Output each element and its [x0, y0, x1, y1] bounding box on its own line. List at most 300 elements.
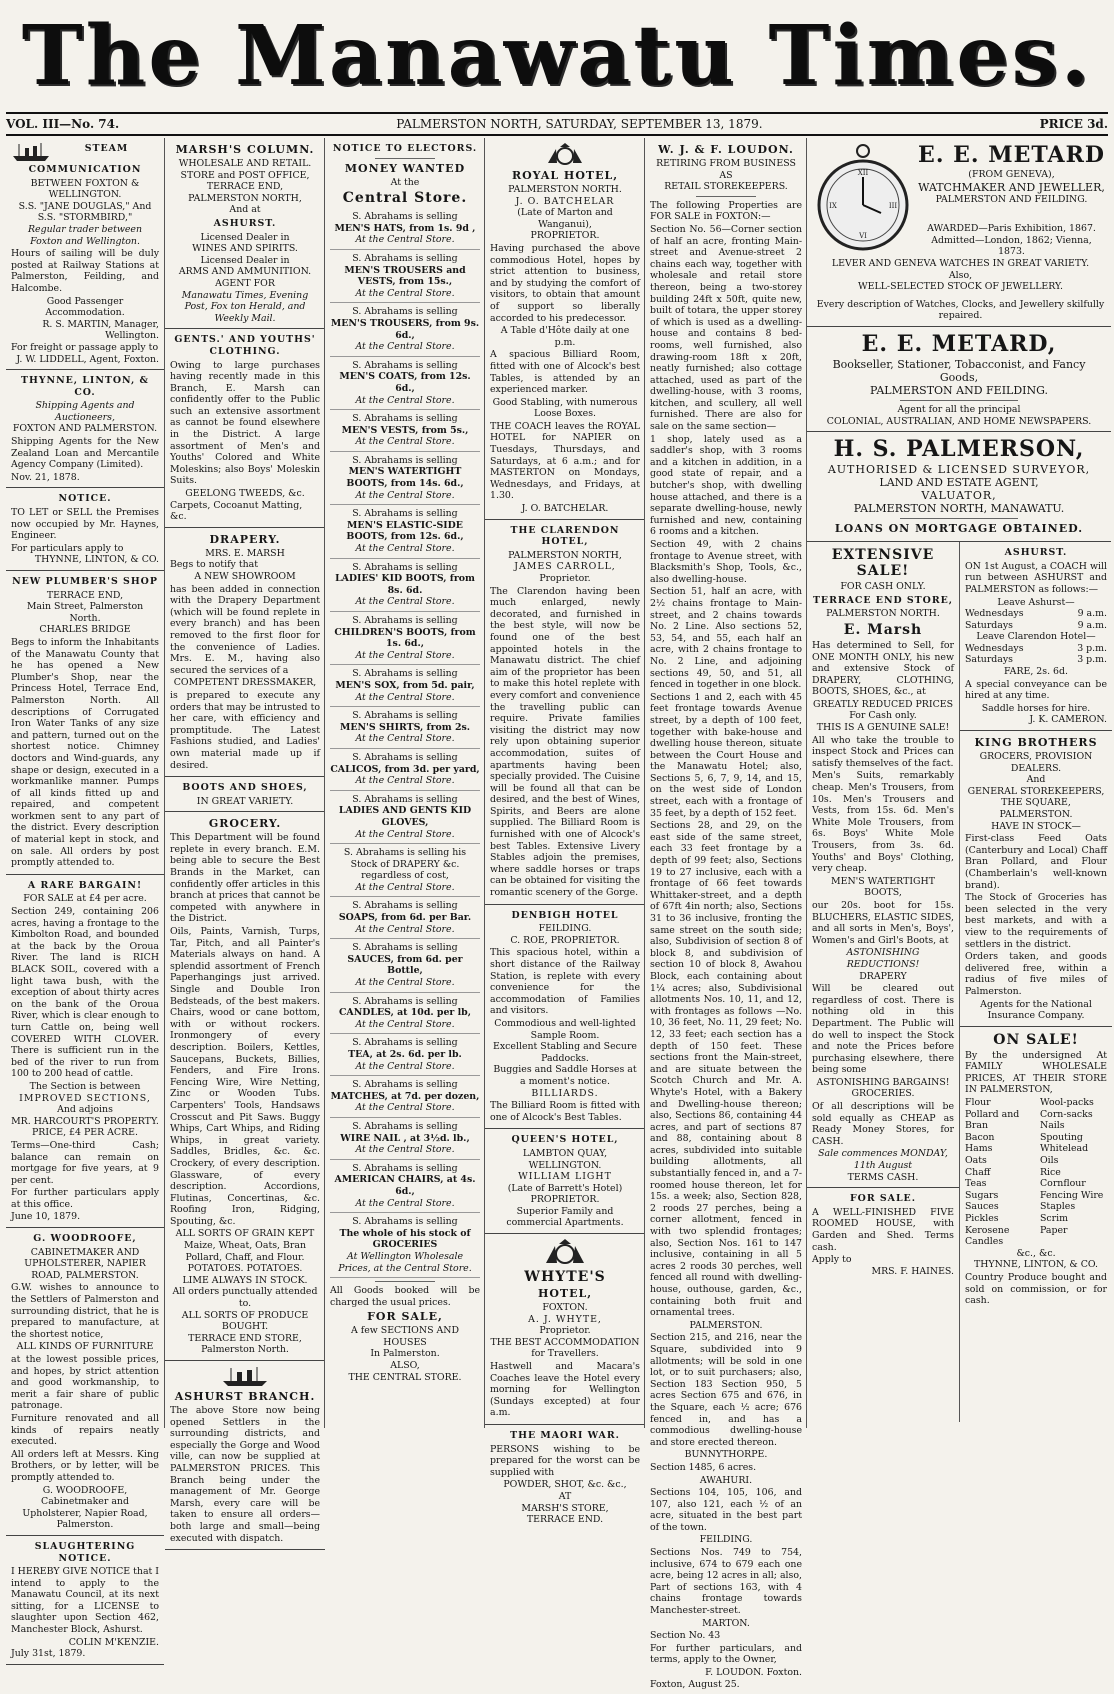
item-text: S. Abrahams is selling [352, 615, 458, 626]
ad-text: POTATOES. POTATOES. [187, 1263, 303, 1275]
ad-text: THIS IS A GENUINE SALE! [816, 722, 950, 734]
goods-item: Spouting [1040, 1131, 1083, 1143]
ad-clarendon-hotel [485, 520, 645, 905]
ad-text: Maize, Wheat, Oats, Bran Pollard, Chaff, and Flour. [184, 1240, 306, 1263]
ad-rare-bargain [6, 875, 164, 1228]
ad-heading: H. S. PALMERSON, [833, 436, 1085, 463]
item-text: At the Central Store. [355, 691, 455, 703]
item-text: S. Abrahams is selling [352, 306, 458, 318]
ad-text: Oils, Paints, Varnish, Turps, Tar, Pitch, and all Painter's Materials always on hand. A splendid assortment of French Paperhangings just arrived. Single and Double Iron Bedsteads, of the best makers. Chairs, wood or cane bottom, with or without rockers. Ironmongery of every description. Boilers, Kettles, Saucepans, Buckets, Billies, Fenders, and Fire Irons. Fencing Wire, Wire Netting, Zinc or Wooden Tubs. Carpenters' Tools, Handsaws Crosscut and Pit Saws. Buggy Whips, Cart Whips, and Riding Whips, in great variety. Saddles, Bridles, &c. &c. Crockery, of every description. Glassware, of every description. Accordions, Flutinas, Concertinas, &c. Roofing Iron, Ridging, Spouting, &c. [170, 926, 320, 1227]
ad-subheading: FOXTON. [542, 1302, 588, 1314]
abrahams-item [330, 897, 480, 939]
ad-text: A few SECTIONS AND HOUSES [351, 1325, 459, 1348]
ad-text: GREATLY REDUCED PRICES [812, 698, 954, 710]
goods-item: Kerosene [965, 1224, 1010, 1236]
ad-signature: THYNNE, LINTON, & CO. [34, 554, 159, 566]
ad-text: Sections 1 and 2, each with 45 feet frontage towards Avenue street, by a depth of 100 feet, together with bake-house and dwelling house thereon, situate between the Court House and the Manawatu Hotel; also, Sections 5, 6, 7, 9, 14, and 15, on the west side of London street, each with a frontage of 35 feet, by a depth of 152 feet. [650, 691, 802, 819]
ad-heading: A RARE BARGAIN! [27, 879, 143, 891]
ad-text: Section 215, and 216, near the Square, subdivided into 9 allotments; will be sold in one lot, or to suit purchasers; also, Section 183 Section 950, 5 acres Section 675 and 676, in the Square, each ½ acre; 676 fenced in, and has a commodious dwelling-house and store erected thereon. [650, 1332, 802, 1448]
ad-text: MEN'S WATERTIGHT BOOTS, [831, 875, 935, 899]
ad-text: COMPETENT DRESSMAKER, [173, 677, 317, 689]
timetable-time: 9 a.m. [1077, 608, 1107, 620]
ad-heading: ROYAL HOTEL, [511, 169, 619, 182]
goods-item: Oats [965, 1155, 987, 1167]
goods-item: Cornflour [1040, 1178, 1086, 1190]
ad-text: WHOLESALE AND RETAIL. [178, 158, 312, 169]
goods-item: Pollard and Bran [965, 1108, 1020, 1132]
ad-text: Superior Family and commercial Apartments. [506, 1205, 624, 1229]
item-text: S. Abrahams is selling [352, 1216, 458, 1228]
ad-text: Good Passenger Accommodation. [45, 295, 125, 319]
ad-subheading: BETWEEN FOXTON & WELLINGTON. [30, 177, 140, 201]
ad-text: THE COACH leaves the ROYAL HOTEL for NAPIER on Tuesdays, Thursdays, and Saturdays, at 6 a.m.; and for MASTERTON on Mondays, Wednesdays, and Fridays, at 1.30. [490, 420, 640, 502]
goods-item: Sauces [965, 1201, 999, 1213]
item-text: At the Central Store. [355, 1102, 455, 1114]
split-right [959, 542, 1112, 1422]
ad-heading: BOOTS AND SHOES, [182, 782, 308, 794]
ad-text: A Table d'Hôte daily at one p.m. [500, 325, 630, 348]
ad-heading: GROCERY. [208, 817, 282, 831]
ad-text: &c., &c. [1016, 1247, 1056, 1259]
ad-text: The above Store now being opened Settlers in the surrounding districts, and especially the Gorge and Wood ville, can now be supplied at PALMERSTON PRICES. This Branch being under the management of Mr. George Marsh, every care will be taken to ensure all orders—both large and small—being executed with dispatch. [170, 1405, 320, 1544]
abrahams-item [330, 505, 480, 558]
timetable-row [965, 654, 1107, 666]
item-product: CALICOS, from 3d. per yard, [330, 763, 480, 775]
ad-date: June 10, 1879. [11, 1211, 81, 1223]
ad-text: Licensed Dealer in [200, 231, 290, 243]
ad-text: Country Produce bought and sold on commission, or for cash. [965, 1271, 1107, 1307]
goods-item: Pickles [965, 1213, 999, 1224]
ad-heading: DENBIGH HOTEL [511, 909, 619, 921]
royal-crest-icon [540, 143, 590, 167]
timetable-day: Wednesdays [965, 608, 1024, 620]
issue-date: PALMERSTON NORTH, SATURDAY, SEPTEMBER 13, 1879. [396, 117, 763, 131]
ad-text: Terms—One-third Cash; balance can remain on mortgage for five years, at 9 per cent. [11, 1139, 159, 1186]
abrahams-item [330, 612, 480, 665]
ad-text: Hastwell and Macara's Coaches leave the Hotel every morning for Wellington (Sundays excepted) at four a.m. [490, 1361, 640, 1419]
ad-text: PALMERSTON NORTH. [826, 608, 940, 620]
ad-text: A WELL-FINISHED FIVE ROOMED HOUSE, with Garden and Shed. Terms cash. [812, 1206, 954, 1253]
ad-text: And at [229, 204, 261, 216]
goods-item: Nails [1040, 1120, 1065, 1132]
ad-text: For Cash only. [849, 710, 917, 722]
abrahams-item [330, 250, 480, 303]
ad-text: Owing to large purchases having recently made in this Branch, E. Marsh can confidently offer to the Public such an extensive assortment as cannot be found elsewhere in the District. A large assortment of Men's and Youths' Colored and White Moleskins; also Boys' Moleskin Suits. [170, 359, 320, 487]
ad-text: G.W. wishes to announce to the Settlers of Palmerston and surrounding district, that he is prepared to manufacture, at the shortest notice, [11, 1282, 159, 1340]
item-text: S. Abrahams is selling [352, 413, 458, 425]
ad-subheading: GROCERS, PROVISION DEALERS. [979, 751, 1093, 774]
ad-text: Section 49, with 2 chains frontage to Avenue street, with Blacksmith's Shop, Tools, &c., also dwelling-house. [650, 539, 802, 585]
ad-text: Carpets, Cocoanut Matting, &c. [170, 499, 303, 523]
ad-text: Furniture renovated and all kinds of repairs neatly executed. [11, 1412, 159, 1448]
ad-text: TERRACE END, [206, 181, 284, 193]
ad-text: At the [390, 176, 420, 188]
item-product: LADIES' KID BOOTS, from 8s. 6d. [335, 573, 475, 596]
ad-text: Section No. 43 [650, 1630, 721, 1642]
ad-heading: NEW PLUMBER'S SHOP [12, 576, 158, 587]
item-text: At the Central Store. [355, 341, 455, 353]
ad-marsh-column [165, 138, 325, 329]
ad-subheading: GROCERIES. [851, 1088, 915, 1100]
ad-signature: COLIN M'KENZIE. [68, 1636, 159, 1648]
ad-text: HAVE IN STOCK— [991, 820, 1081, 832]
ad-text: Sections 28, and 29, on the east side of the same street, each 33 feet frontage by a depth of 99 feet; also, Sections 19 to 27 inclusive, each with a frontage of 66 feet towards Whittaker-street, and a depth of 67ft 4in north; also, Sections 31 to 36 inclusive, fronting the same street on the south side; also, Subdivision of section 8 of block 8, and subdivision of section 10 of block 8, Awahou Block, each containing about 1¼ acres; also, Subdivisional allotments Nos. 10, 11, and 12, with frontages as follows —No. 10, 36 feet, No. 11, 29 feet; No. 12, 33 feet; each section has a depth of 150 feet. These sections front the Main-street, and are situate between the Scotch Church and Mr. A. Whyte's Hotel, with a Bakery and Dwelling-house thereon; also, Sections 86, containing 44 acres, and part of sections 87 and 88, containing about 8 acres, subdivided into suitable building allotments, all substantially fenced in, and a 7-roomed house thereon, let for 15s. a week; also, Section 828, 2 roods 27 perches, being a corner allotment, fenced in with two splendid frontages; also, Section Nos. 161 to 147 inclusive, containing in all 5 acres 2 roods 30 perches, well fenced all round with dwelling-house, outhouse, garden, &c., containing both fruit and ornamental trees. [650, 820, 802, 1319]
ad-text: Section 51, half an acre, with 2½ chains frontage to Main-street, and 2 chains towards No. 2 Line. Also sections 52, 53, 54, and 55, each half an acre, with 2 chains frontage to No. 2 Line, and adjoining sections 49, 50, and 51, all fenced in together in one block. [650, 586, 802, 691]
ad-text: Begs to inform the Inhabitants of the Manawatu County that he has opened a New Plumber's Shop, near the Princess Hotel, Terrace End, Palmerston North. All descriptions of Corrugated Iron Water Tanks of any size and pattern, turned out on the shortest notice. Chimney doctors and Wind-guards, any shape or design, executed in a workmanlike manner. Pumps of all kinds fitted up and repaired, and competent workmen sent to any part of the district. Every description of material kept in stock, and on sale. All orders by post promptly attended to. [11, 636, 159, 869]
ad-text: The Clarendon having been much enlarged, newly decorated, and furnished in the best style, will now be found one of the best appointed hotels in the Manawatu district. The chief aim of the proprietor has been to make this hotel replete with every comfort and convenience the travelling public can require. Private families visiting the district may now rely upon obtaining superior accommodation, suites of apartments having been specially provided. The Cuisine will be found all that can be desired, and the best of Wines, Spirits, and Beers are alone supplied. The Billiard Room is furnished with one of Alcock's best Tables. Extensive Livery Stables adjoin the premises, where saddle horses or traps can be obtained for visiting the romantic scenery of the Gorge. [490, 585, 640, 899]
ad-royal-hotel [485, 138, 645, 520]
ad-text: Sections Nos. 749 to 754, inclusive, 674 to 679 each one acre, being 12 acres in all; also, Part of sections 163, with 4 chains frontage towards Manchester-street. [650, 1547, 802, 1617]
item-text: S. Abrahams is selling [352, 211, 458, 223]
ad-text: ASHURST. [213, 217, 277, 229]
item-product: MEN'S SHIRTS, from 2s. [339, 721, 471, 733]
item-text: S. Abrahams is selling [352, 1120, 458, 1132]
ad-heading: FOR SALE. [850, 1193, 916, 1205]
ad-text: (FROM GENEVA), [968, 169, 1055, 180]
item-text: At the Central Store. [355, 1144, 455, 1156]
item-product: MEN'S WATERTIGHT BOOTS, from 14s. 6d., [346, 466, 464, 490]
ad-heading: THE CLARENDON HOTEL, [510, 524, 620, 548]
ad-text: ON 1st August, a COACH will run between ASHURST and PALMERSTON as follows:— [965, 560, 1107, 595]
ad-name: E. Marsh [843, 621, 923, 638]
ad-text: AS [719, 169, 733, 181]
ad-signature: J. K. CAMERON. [1029, 714, 1107, 726]
ad-text: ALL SORTS OF PRODUCE BOUGHT. [181, 1309, 309, 1333]
item-text: S. Abrahams is selling [352, 710, 458, 722]
timetable-day: Wednesdays [965, 642, 1024, 654]
ad-text: Section No. 56—Corner section of half an acre, fronting Main-street and Avenue-street 2 chains each way, together with wholesale and retail store thereon, being a two-storey building 24ft x 50ft, quite new, built of totara, the upper storey of which is used as a dwelling-house and contains 8 bed-rooms, well furnished, also drawing-room 18ft x 20ft, neatly furnished; also cottage attached, used as part of the dwelling-house, with 3 rooms, kitchen, and scullery, all well furnished. There are also for sale on the same section— [650, 223, 802, 433]
ad-text: GEELONG TWEEDS, &c. [185, 488, 305, 500]
ad-woodroofe [6, 1228, 164, 1536]
svg-text:VI: VI [859, 232, 867, 240]
ad-date: Nov. 21, 1878. [11, 471, 80, 483]
ad-heading: KING BROTHERS [974, 736, 1098, 750]
ad-text: POWDER, SHOT, &c. &c., [503, 1479, 627, 1491]
royal-crest-icon [540, 1239, 590, 1267]
ad-heading: GENTS.' AND YOUTHS' CLOTHING. [174, 334, 316, 357]
ad-subheading: PALMERSTON NORTH, [508, 549, 622, 561]
abrahams-item [330, 665, 480, 707]
ad-gents-clothing [165, 329, 325, 528]
ad-boots [165, 777, 325, 812]
item-product: AMERICAN CHAIRS, at 4s. 6d., [334, 1174, 476, 1197]
item-text: At the Central Store. [355, 649, 455, 661]
item-text: S. Abrahams is selling [352, 454, 458, 466]
ad-heading: W. J. & F. LOUDON. [658, 143, 794, 156]
ad-heading: E. E. METARD, [861, 330, 1057, 357]
ad-text: This spacious hotel, within a short distance of the Railway Station, is replete with every convenience for the accommodation of Families and visitors. [490, 947, 640, 1017]
ad-text: S.S. "JANE DOUGLAS," And S.S. "STORMBIRD," [18, 200, 152, 224]
timetable-day: Saturdays [965, 619, 1013, 631]
ad-subheading: BUNNYTHORPE. [684, 1449, 768, 1461]
abrahams-item [330, 939, 480, 992]
ad-heading: TERRACE END STORE, [812, 594, 954, 606]
ad-name: C. ROE, PROPRIETOR. [510, 934, 620, 946]
ad-subheading: TERRACE END, [46, 589, 124, 601]
item-product: LADIES AND GENTS KID GLOVES, [338, 805, 472, 828]
item-text: S. Abrahams is selling [352, 995, 458, 1007]
ad-heading: G. WOODROOFE, [33, 1233, 137, 1245]
ad-subheading: FEILDING. [538, 923, 592, 935]
ad-price: PRICE, £4 PER ACRE. [32, 1127, 138, 1139]
abrahams-item [330, 410, 480, 452]
item-product: MEN'S COATS, from 12s. 6d., [339, 371, 471, 394]
ad-text: For further particulars apply at this office. [11, 1187, 159, 1210]
ad-signature: THYNNE, LINTON, & CO. [973, 1259, 1099, 1271]
ad-slaughtering [6, 1536, 164, 1665]
item-product: WIRE NAIL , at 3½d. lb., [340, 1132, 470, 1144]
ad-heading: STEAM COMMUNICATION [28, 143, 142, 175]
item-text: S. Abrahams is selling [352, 1162, 458, 1174]
abrahams-item [330, 1076, 480, 1118]
ad-date: July 31st, 1879. [11, 1648, 86, 1660]
ad-metard-watchmaker [807, 138, 1111, 327]
abrahams-item [330, 208, 480, 250]
ad-text: AWARDED—Paris Exhibition, 1867. Admitted—London, 1862; Vienna, 1873. [927, 223, 1096, 258]
abrahams-item [330, 303, 480, 356]
volume-number: VOL. III—No. 74. [6, 117, 120, 131]
ad-text: Also, [948, 269, 973, 281]
item-product: MEN'S ELASTIC-SIDE BOOTS, from 12s. 6d., [346, 519, 464, 543]
ad-text: Shipping Agents for the New Zealand Loan and Mercantile Agency Company (Limited). [11, 436, 159, 471]
ad-text: PALMERSTON NORTH, [188, 192, 302, 204]
abrahams-item [330, 993, 480, 1035]
ad-text: THE CENTRAL STORE. [348, 1371, 462, 1383]
ad-text: LIME ALWAYS IN STOCK. [182, 1274, 308, 1286]
item-text: S. Abrahams is selling [352, 561, 458, 573]
item-text: At the Central Store. [355, 923, 455, 935]
ad-text: Proprietor. [539, 1325, 591, 1337]
ad-loudon [645, 138, 807, 1694]
item-text: S. Abrahams is selling [352, 508, 458, 520]
ad-text: Has determined to Sell, for ONE MONTH ONLY, his new and extensive Stock of DRAPERY, CLOTHING, BOOTS, SHOES, &c., at [812, 639, 954, 698]
item-text: S. Abrahams is selling [352, 942, 458, 954]
ad-text: Excellent Stabling and Secure Paddocks. [493, 1041, 637, 1064]
ad-text: 1 shop, lately used as a saddler's shop, with 3 rooms and a kitchen in addition, in a good state of repair, and a butcher's shop, with dwelling house attached, and there is a separate dwelling-house, newly furnished and new, containing 6 rooms and a kitchen. [650, 433, 802, 538]
item-text: At the Central Store. [355, 394, 455, 406]
ad-text: All orders left at Messrs. King Brothers, or by letter, will be promptly attended to. [11, 1448, 159, 1483]
ad-heading: ASHURST BRANCH. [174, 1390, 316, 1403]
ad-subheading: FEILDING. [699, 1534, 753, 1546]
goods-item: Staples [1040, 1201, 1076, 1213]
ad-text: VALUATOR, [921, 489, 997, 503]
ad-text: Manawatu Times, Evening Post, Fox ton Herald, and Weekly Mail. [181, 289, 309, 324]
abrahams-item [330, 1118, 480, 1160]
timetable-time: 3 p.m. [1077, 654, 1107, 666]
ad-text: Will be cleared out regardless of cost. There is nothing old in this Department. The Public will do well to inspect the Stock and note the Prices before purchasing elsewhere, there being some [812, 983, 954, 1076]
ad-heading: THE MAORI WAR. [510, 1430, 620, 1441]
goods-item: Bacon [965, 1131, 995, 1143]
timetable-day: Saturdays [965, 654, 1013, 666]
ad-text: Saddle horses for hire. [981, 702, 1091, 714]
ad-subheading: LAMBTON QUAY, WELLINGTON. [522, 1147, 608, 1171]
ad-text: for Travellers. [531, 1348, 599, 1360]
item-text: At the Central Store. [355, 1060, 455, 1072]
ad-text: The Section is between [29, 1080, 141, 1092]
goods-item: Oils [1040, 1155, 1059, 1167]
ad-text: Leave Clarendon Hotel— [976, 631, 1096, 643]
column-4 [484, 138, 645, 1526]
abrahams-item [330, 844, 480, 897]
ad-text: All Goods booked will be charged the usual prices. [330, 1285, 480, 1308]
ad-thynne [6, 370, 164, 488]
ad-subheading: FOR SALE at £4 per acre. [23, 893, 147, 905]
timetable-row [965, 643, 1107, 655]
ad-for-sale-house [807, 1188, 959, 1281]
masthead [0, 0, 1114, 112]
ad-text: has been added in connection with the Drapery Department (which will be found replete in every branch) and has been removed to the first floor for the convenience of Ladies. Mrs. E. M., having also secured the services of a [170, 583, 320, 676]
steamship-icon [221, 1366, 269, 1388]
ad-heading: NOTICE TO ELECTORS. [332, 143, 478, 154]
ad-text: PALMERSTON NORTH, MANAWATU. [853, 502, 1065, 516]
ad-text: Licensed Dealer in [200, 254, 290, 266]
ad-name: WILLIAM LIGHT [518, 1171, 612, 1183]
ad-subheading: DRAPERY [859, 970, 907, 982]
abrahams-item [330, 559, 480, 612]
goods-item: Rice [1040, 1166, 1061, 1178]
ad-text: I HEREBY GIVE NOTICE that I intend to apply to the Manawatu Council, at its next sitting, for a LICENSE to slaughter upon Section 462, Manchester Block, Ashurst. [11, 1566, 159, 1636]
ad-queens-hotel [485, 1129, 645, 1234]
timetable-row [965, 620, 1107, 632]
ad-heading: HOTEL, [537, 1287, 593, 1301]
ad-subheading: AWAHURI. [699, 1474, 753, 1486]
ad-text: First-class Feed Oats (Canterbury and Local) Chaff Bran Pollard, and Flour (Chamberlain's well-known brand). [965, 833, 1107, 891]
item-text: At the Central Store. [355, 596, 455, 608]
ad-heading: QUEEN'S HOTEL, [511, 1134, 619, 1146]
item-text: At the Central Store. [355, 234, 455, 246]
goods-item: Sugars [965, 1189, 999, 1201]
ad-notice [6, 488, 164, 571]
item-product: CHILDREN'S BOOTS, from 1s. 6d., [334, 626, 476, 650]
item-product: MEN'S TROUSERS and VESTS, from 15s., [344, 264, 466, 288]
ad-ashurst-coach [960, 542, 1112, 731]
ad-on-sale [960, 1027, 1112, 1312]
ad-text: A NEW SHOWROOM [194, 571, 296, 582]
ad-text: Agents for the National Insurance Company. [980, 998, 1092, 1022]
item-text: S. Abrahams is selling [352, 668, 458, 680]
ad-subheading: PALMERSTON NORTH. [508, 184, 622, 195]
item-text: At the Central Store. [355, 1197, 455, 1209]
ad-text: PROPRIETOR. [530, 1194, 600, 1206]
item-text: S. Abrahams is selling [352, 793, 458, 805]
item-text: At the Central Store. [355, 977, 455, 989]
ad-text: AUTHORISED & LICENSED SURVEYOR, [827, 463, 1091, 477]
goods-list [965, 1097, 1107, 1248]
item-text: S. Abrahams is selling [352, 359, 458, 371]
item-text: At the Central Store. [355, 733, 455, 745]
ad-palmerson-surveyor [807, 432, 1111, 542]
ad-text: MR. HARCOURT'S PROPERTY. [11, 1115, 159, 1127]
ad-text: COLONIAL, AUSTRALIAN, AND HOME NEWSPAPERS. [826, 415, 1092, 427]
ad-signature: G. WOODROOFE, Cabinetmaker and Upholsterer, Napier Road, Palmerston. [22, 1484, 148, 1531]
ad-text: All orders punctually attended to. [172, 1286, 318, 1310]
ad-text: Begs to notify that [170, 559, 258, 571]
ad-text: The Billiard Room is fitted with one of Alcock's Best Tables. [490, 1100, 640, 1123]
ad-text: Bookseller, Stationer, Tobacconist, and Fancy Goods, [832, 357, 1086, 384]
ad-heading: NOTICE. [58, 493, 112, 505]
ad-text: By the undersigned At FAMILY WHOLESALE PRICES, AT THEIR STORE IN PALMERSTON, [965, 1049, 1107, 1096]
ad-text: This Department will be found replete in every branch. E.M. being able to secure the Best Brands in the Market, can confidently offer articles in this branch at prices that cannot be competed with anywhere in the District. [170, 832, 320, 925]
ad-text: ASTONISHING REDUCTIONS! [846, 947, 920, 970]
ad-plumber [6, 571, 164, 875]
ad-heading: EXTENSIVE SALE! [831, 547, 935, 580]
price: PRICE 3d. [1039, 117, 1108, 131]
goods-item: Teas [965, 1178, 987, 1190]
ad-subheading: PALMERSTON. [689, 1319, 763, 1331]
ad-signature: F. LOUDON. Foxton. [705, 1667, 802, 1678]
item-text: S. Abrahams is selling [352, 751, 458, 763]
ad-steam [6, 138, 164, 370]
ad-text: The following Properties are FOR SALE in FOXTON:— [650, 199, 802, 223]
ad-subheading: Main Street, Palmerston North. [26, 601, 144, 624]
ad-text: A spacious Billiard Room, fitted with one of Alcock's best Tables, is attended by an experienced marker. [490, 349, 640, 396]
ad-heading: MARSH'S COLUMN. [175, 143, 315, 156]
steamship-icon [11, 141, 51, 163]
ad-text: TO LET or SELL the Premises now occupied by Mr. Haynes, Engineer. [11, 507, 159, 542]
ad-text: (Late of Barrett's Hotel) [507, 1182, 623, 1194]
item-text: At the Central Store. [355, 881, 455, 893]
ad-subheading: MARTON. [702, 1617, 750, 1629]
ad-text: For freight or passage apply to [11, 341, 159, 353]
pocket-watch-icon [815, 143, 911, 255]
ad-text: IN GREAT VARIETY. [196, 795, 294, 807]
ad-text: ALL SORTS OF GRAIN KEPT [175, 1228, 315, 1240]
column-2 [164, 138, 325, 1544]
ad-text: LAND AND ESTATE AGENT, [879, 476, 1039, 490]
ad-heading: DRAPERY. [209, 532, 281, 546]
column-5 [644, 138, 807, 1690]
ad-text: Section 1485, 6 acres. [650, 1461, 757, 1473]
column-1 [6, 138, 164, 1660]
item-text: S. Abrahams is selling his Stock of DRAPERY &c. regardless of cost, [343, 847, 467, 882]
newspaper-title: The Manawatu Times. [21, 8, 1093, 104]
goods-item: Candles [965, 1236, 1004, 1248]
item-product: MEN'S SOX, from 5d. pair, [335, 679, 475, 691]
ad-text: TERMS CASH. [847, 1171, 919, 1183]
ad-subheading: WATCHMAKER AND JEWELLER, [918, 180, 1105, 194]
ad-text: All who take the trouble to inspect Stock and Prices can satisfy themselves of the fact. [812, 734, 954, 769]
ad-name: J. O. BATCHELAR [515, 195, 615, 207]
timetable [965, 643, 1107, 666]
ad-heading: FOR SALE, [367, 1310, 443, 1324]
abrahams-item [330, 707, 480, 749]
item-text: At the Central Store. [355, 775, 455, 787]
ad-text: ASTONISHING BARGAINS! [816, 1076, 950, 1088]
item-product: SOAPS, from 6d. per Bar. [338, 912, 472, 924]
ad-king-brothers [960, 731, 1112, 1027]
ad-text: TERRACE END. [526, 1514, 604, 1526]
goods-item: Hams [965, 1143, 993, 1155]
ad-heading: WHYTE'S [524, 1269, 606, 1286]
ad-text: AGENT FOR [215, 277, 275, 289]
goods-item: Corn-sacks [1040, 1108, 1093, 1120]
dateline [6, 112, 1108, 136]
ad-name: CHARLES BRIDGE [39, 624, 131, 636]
ad-text: WELL-SELECTED STOCK OF JEWELLERY. [858, 281, 1063, 293]
item-text: At the Central Store. [355, 436, 455, 448]
item-text: At Wellington Wholesale Prices, at the Central Store. [338, 1250, 472, 1274]
item-product: TEA, at 2s. 6d. per lb. [348, 1049, 462, 1060]
ad-text: And adjoins [57, 1104, 113, 1116]
abrahams-item [330, 357, 480, 410]
ad-text: Of all descriptions will be sold equally as CHEAP as Ready Money Stores, for CASH. [812, 1101, 954, 1147]
ad-subheading: RETAIL STOREKEEPERS. [664, 181, 788, 193]
goods-item: Scrim [1040, 1213, 1069, 1224]
item-text: At the Central Store. [355, 489, 455, 501]
ad-heading: SLAUGHTERING NOTICE. [34, 1540, 136, 1564]
ad-text: Men's Suits, remarkably cheap. Men's Trousers, from 10s. Men's Trousers and Vests, from 15s. 6d. Men's White Mole Trousers, from 6s. Boys' White Mole Trousers, from 3s. 6d. Youths' and Boys' Clothing, very cheap. [812, 770, 954, 875]
item-product: MEN'S VESTS, from 5s., [341, 424, 469, 436]
